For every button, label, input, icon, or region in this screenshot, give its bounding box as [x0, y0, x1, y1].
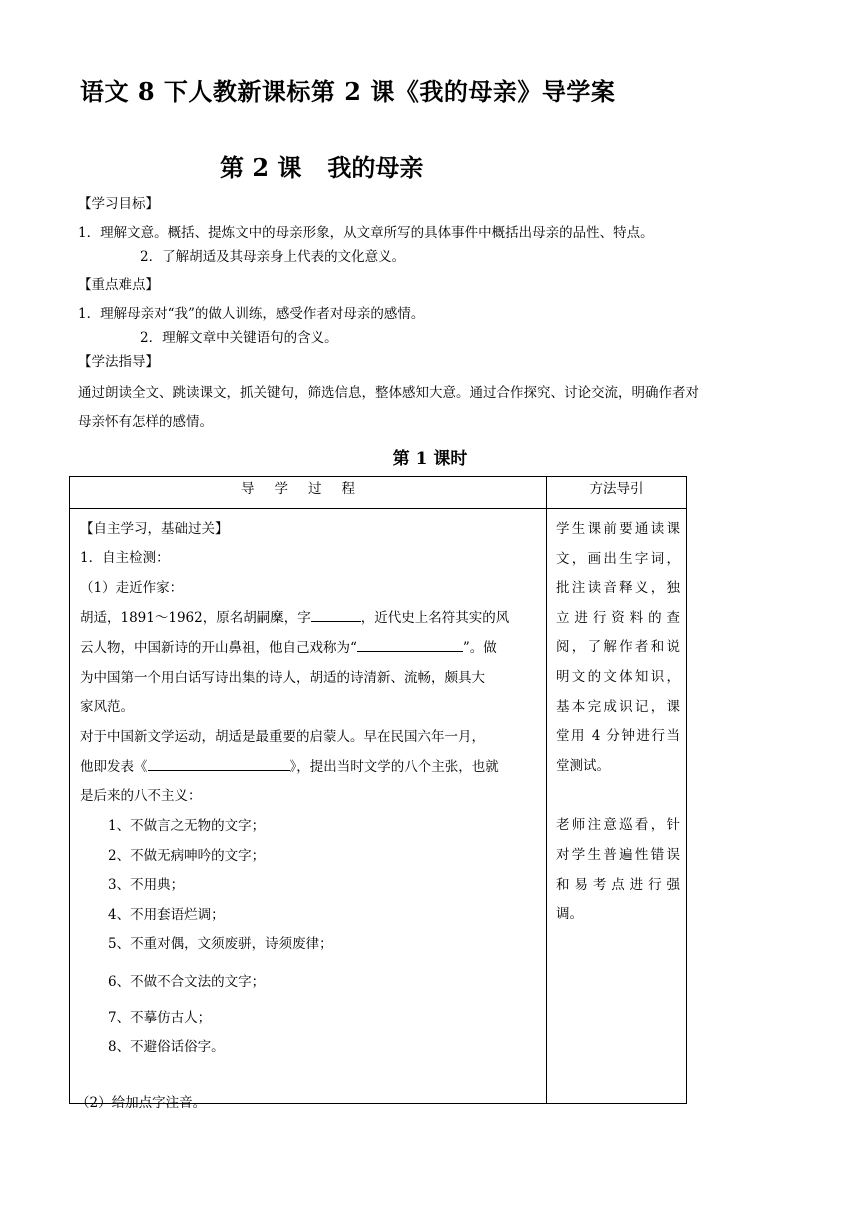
- key-points-heading: 【重点难点】: [78, 277, 159, 293]
- process-heading: 【自主学习，基础过关】: [80, 521, 229, 537]
- key-point-item: 1．理解母亲对“我”的做人训练，感受作者对母亲的感情。: [78, 306, 425, 322]
- principle-item: 3、不用典；: [108, 877, 185, 893]
- method-note-line: 基本完成识记，课: [556, 699, 680, 715]
- lesson-title: [220, 148, 423, 183]
- principle-item: 7、不摹仿古人；: [108, 1010, 212, 1026]
- method-note-line: 调。: [556, 906, 583, 922]
- header-method: 方法导引: [547, 477, 687, 509]
- author-line: 对于中国新文学运动，胡适是最重要的启蒙人。早在民国六年一月，: [80, 729, 485, 745]
- fill-blank[interactable]: [311, 607, 361, 622]
- question-1-1: （1）走近作家：: [80, 580, 184, 596]
- author-line: 胡适，1891～1962，原名胡嗣穈，字 ，近代史上名符其实的风: [80, 606, 509, 626]
- goals-heading: 【学习目标】: [78, 196, 159, 212]
- principle-item: 2、不做无病呻吟的文字；: [108, 848, 266, 864]
- method-note-line: 堂用 4 分钟进行当: [556, 728, 680, 744]
- question-1-2: （2）给加点字注音。: [76, 1095, 207, 1111]
- document-title: 语文 8 下人教新课标第 2 课《我的母亲》导学案: [80, 77, 616, 106]
- fill-blank[interactable]: [148, 756, 290, 771]
- key-point-item: 2．理解文章中关键语句的含义。: [140, 330, 338, 346]
- table-row: [70, 509, 687, 1104]
- table-header-row: [70, 477, 687, 509]
- method-note-line: 批注读音释义，独: [556, 580, 680, 596]
- method-heading: 【学法指导】: [78, 354, 159, 370]
- principle-item: 8、不避俗话俗字。: [108, 1039, 225, 1055]
- method-note-line: 学生课前要通读课: [556, 521, 680, 537]
- principle-item: 1、不做言之无物的文字；: [108, 818, 266, 834]
- author-line: 他即发表《 》，提出当时文学的八个主张，也就: [80, 755, 499, 775]
- method-note-line: 堂测试。: [556, 758, 610, 774]
- author-line: 云人物，中国新诗的开山鼻祖，他自己戏称为“ ”。做: [80, 636, 497, 656]
- process-cell: [70, 509, 547, 1111]
- lesson-name: 我的母亲: [327, 153, 424, 182]
- author-line: 家风范。: [80, 699, 134, 715]
- lesson-number: 第 2 课: [220, 153, 302, 182]
- period-title: 第 1 课时: [392, 449, 468, 469]
- method-note-line: 文，画出生字词，: [556, 551, 680, 567]
- method-note-line: 阅，了解作者和说: [556, 639, 680, 655]
- principle-item: 6、不做不合文法的文字；: [108, 974, 266, 990]
- method-note-line: 对学生普遍性错误: [556, 847, 680, 863]
- method-note-line: 和易考点进行强: [556, 877, 680, 893]
- principle-item: 5、不重对偶，文须废骈，诗须废律；: [108, 936, 333, 952]
- method-note-line: 立进行资料的查: [556, 610, 680, 626]
- goal-item: 1．理解文意。概括、提炼文中的母亲形象，从文章所写的具体事件中概括出母亲的品性、特点。: [78, 225, 654, 241]
- fill-blank[interactable]: [357, 637, 463, 652]
- header-process: 导学过程: [70, 477, 547, 509]
- method-line: 通过朗读全文、跳读课文，抓关键句，筛选信息，整体感知大意。通过合作探究、讨论交流，明确作者对: [78, 385, 699, 401]
- method-cell: [547, 509, 687, 1104]
- question-1: 1．自主检测：: [80, 550, 170, 566]
- goal-item: 2．了解胡适及其母亲身上代表的文化意义。: [140, 249, 406, 265]
- author-line: 是后来的八不主义：: [80, 788, 202, 804]
- method-note-line: 老师注意巡看，针: [556, 817, 680, 833]
- principle-item: 4、不用套语烂调；: [108, 907, 225, 923]
- author-line: 为中国第一个用白话写诗出集的诗人，胡适的诗清新、流畅，颇具大: [80, 670, 485, 686]
- method-line: 母亲怀有怎样的感情。: [78, 414, 213, 430]
- guide-table: [69, 476, 687, 1111]
- method-note-line: 明文的文体知识，: [556, 669, 680, 685]
